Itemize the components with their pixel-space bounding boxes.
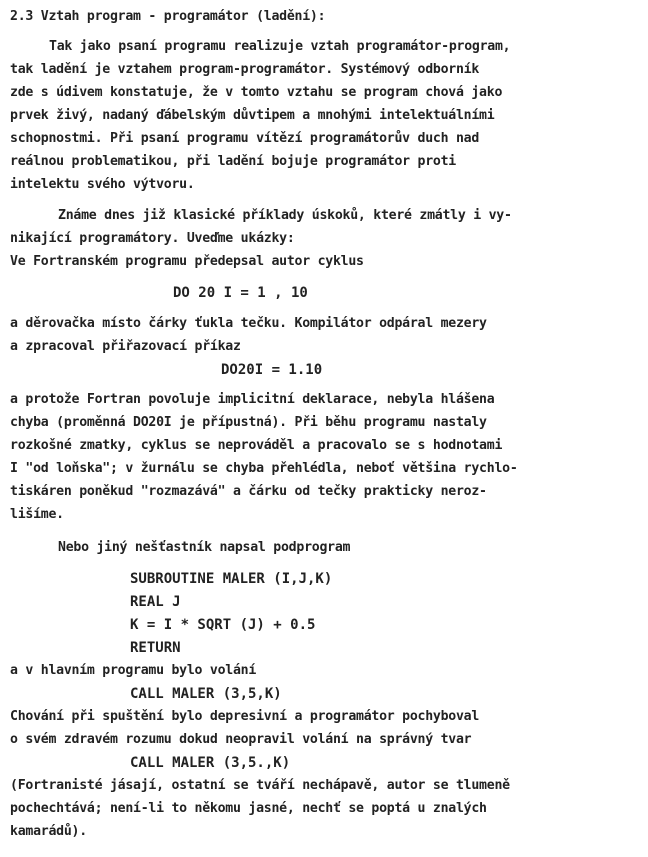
text-line: chyba (proměnná DO20I je přípustná). Při běhu programu nastaly bbox=[10, 415, 487, 430]
text-line: intelektu svého výtvoru. bbox=[10, 177, 195, 192]
code-line: REAL J bbox=[130, 594, 181, 610]
text-line: lišíme. bbox=[10, 507, 64, 522]
code-call-fixed: CALL MALER (3,5.,K) bbox=[130, 755, 291, 771]
text-line: a zpracoval přiřazovací příkaz bbox=[10, 339, 241, 354]
text-line: Tak jako psaní programu realizuje vztah programátor-program, bbox=[49, 39, 511, 54]
code-assignment: DO20I = 1.10 bbox=[221, 362, 323, 378]
text-line: a protože Fortran povoluje implicitní deklarace, nebyla hlášena bbox=[10, 392, 495, 407]
text-line: Chování při spuštění bylo depresivní a programátor pochyboval bbox=[10, 709, 480, 724]
text-line: (Fortranisté jásají, ostatní se tváří nechápavě, autor se tlumeně bbox=[10, 778, 510, 793]
text-line: prvek živý, nadaný ďábelským důvtipem a mnohými intelektuálními bbox=[10, 108, 495, 123]
text-line: I "od loňska"; v žurnálu se chyba přehlédla, neboť většina rychlo- bbox=[10, 461, 518, 476]
text-line: pochechtává; není-li to někomu jasné, nechť se poptá u znalých bbox=[10, 801, 487, 816]
text-line: reálnou problematikou, při ladění bojuje programátor proti bbox=[10, 154, 456, 169]
code-call: CALL MALER (3,5,K) bbox=[130, 686, 282, 702]
text-line: schopnostmi. Při psaní programu vítězí programátorův duch nad bbox=[10, 131, 480, 146]
code-line: SUBROUTINE MALER (I,J,K) bbox=[130, 571, 333, 587]
text-line: zde s údivem konstatuje, že v tomto vztahu se program chová jako bbox=[10, 85, 503, 100]
code-do-loop: DO 20 I = 1 , 10 bbox=[173, 285, 308, 301]
text-line: a děrovačka místo čárky ťukla tečku. Kompilátor odpáral mezery bbox=[10, 316, 487, 331]
text-line: a v hlavním programu bylo volání bbox=[10, 663, 257, 678]
text-line: rozkošné zmatky, cyklus se neprováděl a pracovalo se s hodnotami bbox=[10, 438, 503, 453]
code-line: K = I * SQRT (J) + 0.5 bbox=[130, 617, 316, 633]
text-line: Ve Fortranském programu předepsal autor cyklus bbox=[10, 254, 364, 269]
text-line: Nebo jiný nešťastník napsal podprogram bbox=[58, 540, 351, 555]
text-line: tiskáren poněkud "rozmazává" a čárku od tečky prakticky neroz- bbox=[10, 484, 487, 499]
code-line: RETURN bbox=[130, 640, 181, 656]
text-line: o svém zdravém rozumu dokud neopravil volání na správný tvar bbox=[10, 732, 472, 747]
text-line: Známe dnes již klasické příklady úskoků, které zmátly i vy- bbox=[58, 208, 512, 223]
text-line: tak ladění je vztahem program-programátor. Systémový odborník bbox=[10, 62, 480, 77]
text-line: nikající programátory. Uveďme ukázky: bbox=[10, 231, 295, 246]
section-heading: 2.3 Vztah program - programátor (ladění): bbox=[10, 9, 326, 24]
text-line: kamarádů). bbox=[10, 824, 87, 839]
